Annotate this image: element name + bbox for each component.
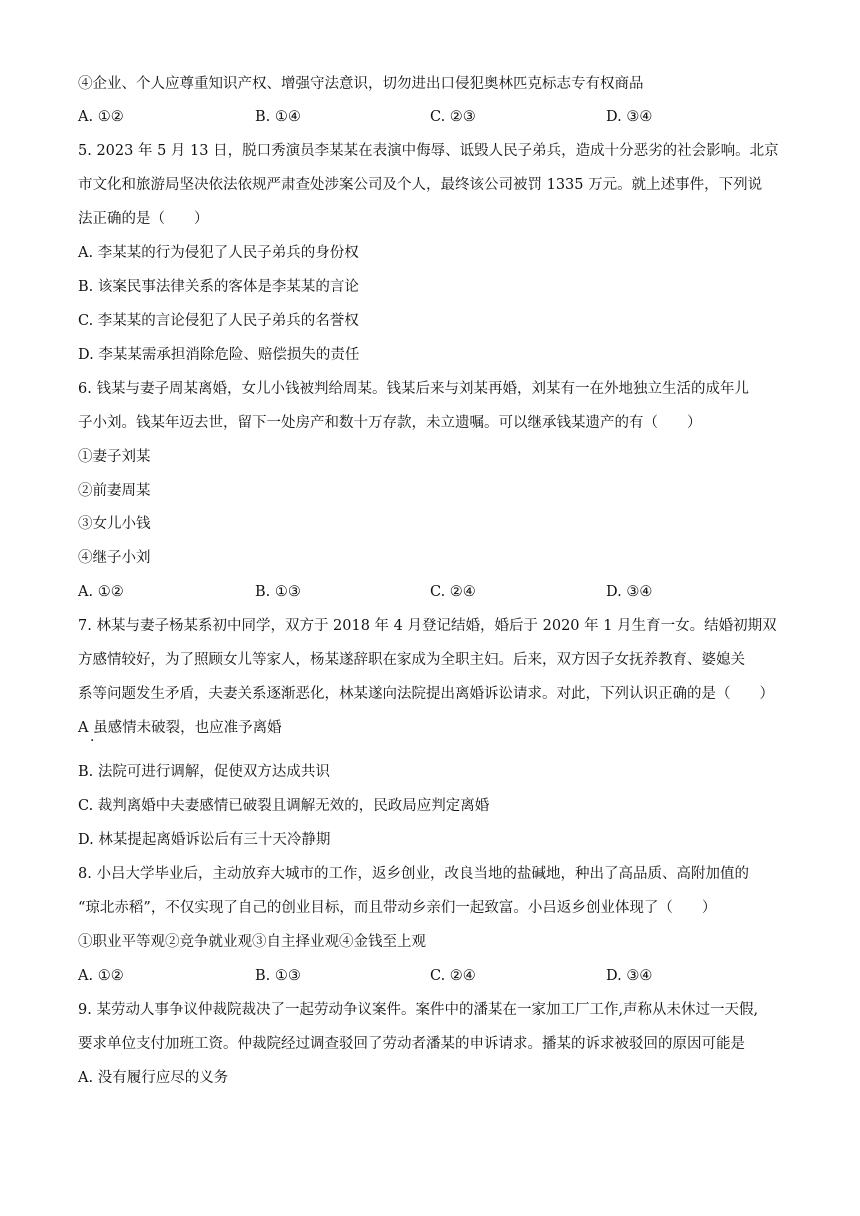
q9-stem-line-2: 要求单位支付加班工资。仲裁院经过调查驳回了劳动者潘某的申诉请求。播某的诉求被驳回的原因可能是 [78,1036,745,1052]
q7-choice-a-dot: · [90,733,95,749]
q4-option-c: C. ②③ [430,109,476,125]
q6-option-c: C. ②④ [430,584,476,600]
q5-choice-b: B. 该案民事法律关系的客体是李某某的言论 [78,279,359,295]
q8-stem-line-2: “琼北赤稻”，不仅实现了自己的创业目标，而且带动乡亲们一起致富。小吕返乡创业体现了（ ） [78,900,717,916]
q9-choice-a: A. 没有履行应尽的义务 [78,1070,229,1086]
q7-stem-line-2: 方感情较好，为了照顾女儿等家人，杨某遂辞职在家成为全职主妇。后来，双方因子女抚养教育、婆媳关 [78,652,745,668]
q8-option-b: B. ①③ [255,968,301,984]
q5-choice-c: C. 李某某的言论侵犯了人民子弟兵的名誉权 [78,313,359,329]
q6-option-a: A. ①② [78,584,124,600]
q9-stem-line-1: 9. 某劳动人事争议仲裁院裁决了一起劳动争议案件。案件中的潘某在一家加工厂工作,声称从未休过一天假, [78,1002,759,1018]
q7-choice-a: A 虽感情未破裂，也应准予离婚 [78,720,282,736]
q8-options [78,966,778,986]
q8-option-d: D. ③④ [606,968,653,984]
q5-stem-line-3: 法正确的是（ ） [78,211,209,227]
q7-choice-b: B. 法院可进行调解，促使双方达成共识 [78,764,330,780]
q6-stem-line-1: 6. 钱某与妻子周某离婚，女儿小钱被判给周某。钱某后来与刘某再婚，刘某有一在外地独立生活的成年儿 [78,381,749,397]
q7-choice-d: D. 林某提起离婚诉讼后有三十天冷静期 [78,832,331,848]
q6-options [78,582,778,602]
q4-option-a: A. ①② [78,109,124,125]
q6-item-3: ③女儿小钱 [78,516,151,532]
q8-stem-line-1: 8. 小吕大学毕业后，主动放弃大城市的工作，返乡创业，改良当地的盐碱地，种出了高品质、高附加值的 [78,866,749,882]
q7-stem-line-1: 7. 林某与妻子杨某系初中同学，双方于 2018 年 4 月登记结婚，婚后于 2020 年 1 月生育一女。结婚初期双 [78,618,777,634]
q6-stem-line-2: 子小刘。钱某年迈去世，留下一处房产和数十万存款，未立遗嘱。可以继承钱某遗产的有（ ） [78,415,702,431]
q8-option-a: A. ①② [78,968,124,984]
q6-item-1: ①妻子刘某 [78,449,151,465]
q7-choice-c: C. 裁判离婚中夫妻感情已破裂且调解无效的，民政局应判定离婚 [78,798,490,814]
q5-choice-d: D. 李某某需承担消除危险、赔偿损失的责任 [78,347,360,363]
q4-option-d: D. ③④ [606,109,653,125]
q8-items: ①职业平等观②竞争就业观③自主择业观④金钱至上观 [78,934,426,950]
q4-options [78,107,778,127]
q5-stem-line-1: 5. 2023 年 5 月 13 日，脱口秀演员李某某在表演中侮辱、诋毁人民子弟兵，造成十分恶劣的社会影响。北京 [78,143,779,159]
q5-choice-a: A. 李某某的行为侵犯了人民子弟兵的身份权 [78,245,359,261]
q4-item-4: ④企业、个人应尊重知识产权、增强守法意识，切勿进出口侵犯奥林匹克标志专有权商品 [78,76,644,92]
q6-item-4: ④继子小刘 [78,550,151,566]
q4-option-b: B. ①④ [255,109,301,125]
q6-option-d: D. ③④ [606,584,653,600]
q6-option-b: B. ①③ [255,584,301,600]
q7-stem-line-3: 系等问题发生矛盾，夫妻关系逐渐恶化，林某遂向法院提出离婚诉讼请求。对此，下列认识正确的是（ ） [78,686,774,702]
q8-option-c: C. ②④ [430,968,476,984]
q5-stem-line-2: 市文化和旅游局坚决依法依规严肃查处涉案公司及个人，最终该公司被罚 1335 万元。就上述事件，下列说 [78,177,763,193]
q6-item-2: ②前妻周某 [78,483,151,499]
